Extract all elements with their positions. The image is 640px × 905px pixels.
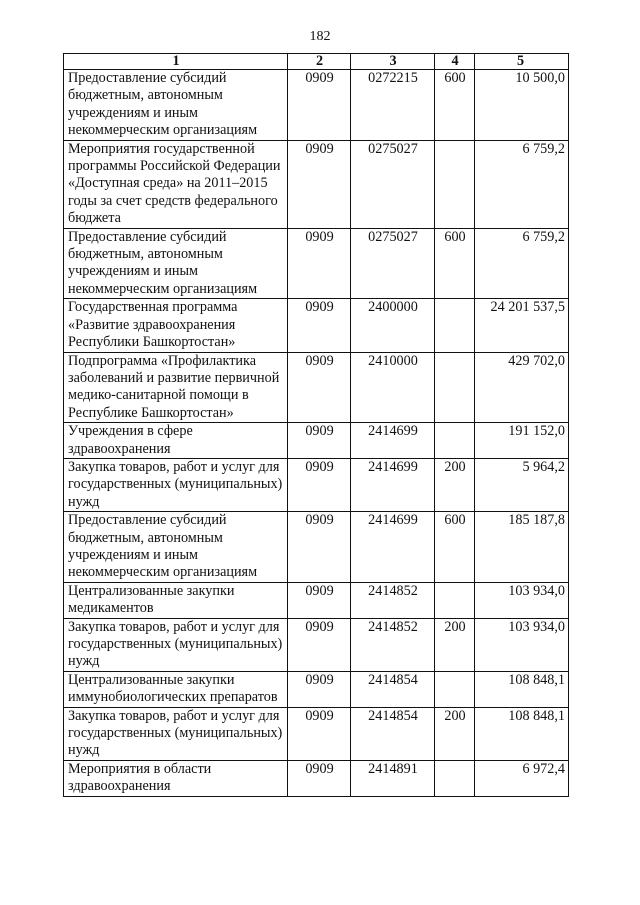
row-code-cell: 2414854: [351, 671, 435, 707]
row-name-cell: Закупка товаров, работ и услуг для государственных (муниципальных) нужд: [64, 458, 288, 511]
table-row: [64, 707, 569, 760]
row-name-cell: Централизованные закупки медикаментов: [64, 582, 288, 618]
row-section-cell: 0909: [288, 228, 351, 299]
row-code-cell: 0275027: [351, 228, 435, 299]
row-type-cell: [435, 582, 475, 618]
row-amount-cell: 108 848,1: [475, 707, 569, 760]
row-type-cell: 200: [435, 707, 475, 760]
row-type-cell: [435, 352, 475, 423]
table-header: [64, 54, 569, 70]
row-name-cell: Предоставление субсидий бюджетным, автономным учреждениям и иным некоммерческим организациям: [64, 512, 288, 583]
row-name-cell: Мероприятия государственной программы Российской Федерации «Доступная среда» на 2011–2015 годы за счет средств федерального бюджета: [64, 140, 288, 228]
row-section-cell: 0909: [288, 618, 351, 671]
row-type-cell: 200: [435, 618, 475, 671]
row-name-cell: Учреждения в сфере здравоохранения: [64, 423, 288, 459]
row-code-cell: 2414852: [351, 582, 435, 618]
row-name-cell: Централизованные закупки иммунобиологических препаратов: [64, 671, 288, 707]
row-amount-cell: 191 152,0: [475, 423, 569, 459]
row-name-cell: Закупка товаров, работ и услуг для государственных (муниципальных) нужд: [64, 707, 288, 760]
row-code-cell: 2410000: [351, 352, 435, 423]
row-code-cell: 0272215: [351, 70, 435, 141]
header-col-4: 4: [435, 54, 475, 70]
row-type-cell: [435, 140, 475, 228]
header-col-3: 3: [351, 54, 435, 70]
row-code-cell: 2414891: [351, 760, 435, 796]
budget-table: [63, 53, 569, 797]
row-code-cell: 2414699: [351, 458, 435, 511]
table-row: [64, 352, 569, 423]
row-section-cell: 0909: [288, 299, 351, 352]
table-body: [64, 70, 569, 797]
row-type-cell: 600: [435, 512, 475, 583]
row-name-cell: Подпрограмма «Профилактика заболеваний и развитие первичной медико-санитарной помощи в Республике Башкортостан»: [64, 352, 288, 423]
table-row: [64, 140, 569, 228]
row-code-cell: 2414854: [351, 707, 435, 760]
row-amount-cell: 103 934,0: [475, 618, 569, 671]
row-name-cell: Закупка товаров, работ и услуг для государственных (муниципальных) нужд: [64, 618, 288, 671]
row-amount-cell: 6 759,2: [475, 228, 569, 299]
table-row: [64, 760, 569, 796]
row-section-cell: 0909: [288, 458, 351, 511]
row-section-cell: 0909: [288, 423, 351, 459]
row-amount-cell: 185 187,8: [475, 512, 569, 583]
row-amount-cell: 5 964,2: [475, 458, 569, 511]
row-name-cell: Предоставление субсидий бюджетным, автономным учреждениям и иным некоммерческим организациям: [64, 228, 288, 299]
row-code-cell: 2414699: [351, 512, 435, 583]
page-number: 182: [309, 29, 331, 44]
row-section-cell: 0909: [288, 760, 351, 796]
table-row: [64, 423, 569, 459]
row-type-cell: 200: [435, 458, 475, 511]
row-amount-cell: 10 500,0: [475, 70, 569, 141]
row-code-cell: 2414852: [351, 618, 435, 671]
table-row: [64, 582, 569, 618]
row-name-cell: Предоставление субсидий бюджетным, автономным учреждениям и иным некоммерческим организациям: [64, 70, 288, 141]
table-row: [64, 70, 569, 141]
table-row: [64, 671, 569, 707]
row-section-cell: 0909: [288, 582, 351, 618]
row-amount-cell: 6 759,2: [475, 140, 569, 228]
row-code-cell: 2414699: [351, 423, 435, 459]
row-section-cell: 0909: [288, 140, 351, 228]
row-code-cell: 2400000: [351, 299, 435, 352]
row-amount-cell: 103 934,0: [475, 582, 569, 618]
header-col-2: 2: [288, 54, 351, 70]
row-section-cell: 0909: [288, 352, 351, 423]
header-col-5: 5: [475, 54, 569, 70]
row-section-cell: 0909: [288, 671, 351, 707]
row-amount-cell: 429 702,0: [475, 352, 569, 423]
row-amount-cell: 108 848,1: [475, 671, 569, 707]
table-row: [64, 458, 569, 511]
row-section-cell: 0909: [288, 512, 351, 583]
header-row: [64, 54, 569, 70]
row-amount-cell: 24 201 537,5: [475, 299, 569, 352]
row-name-cell: Мероприятия в области здравоохранения: [64, 760, 288, 796]
row-type-cell: 600: [435, 228, 475, 299]
row-type-cell: [435, 760, 475, 796]
row-code-cell: 0275027: [351, 140, 435, 228]
table-row: [64, 512, 569, 583]
row-name-cell: Государственная программа «Развитие здравоохранения Республики Башкортостан»: [64, 299, 288, 352]
table-row: [64, 618, 569, 671]
table-row: [64, 228, 569, 299]
row-type-cell: [435, 671, 475, 707]
row-section-cell: 0909: [288, 707, 351, 760]
row-section-cell: 0909: [288, 70, 351, 141]
row-type-cell: [435, 299, 475, 352]
row-type-cell: [435, 423, 475, 459]
table-row: [64, 299, 569, 352]
row-amount-cell: 6 972,4: [475, 760, 569, 796]
row-type-cell: 600: [435, 70, 475, 141]
header-col-1: 1: [64, 54, 288, 70]
